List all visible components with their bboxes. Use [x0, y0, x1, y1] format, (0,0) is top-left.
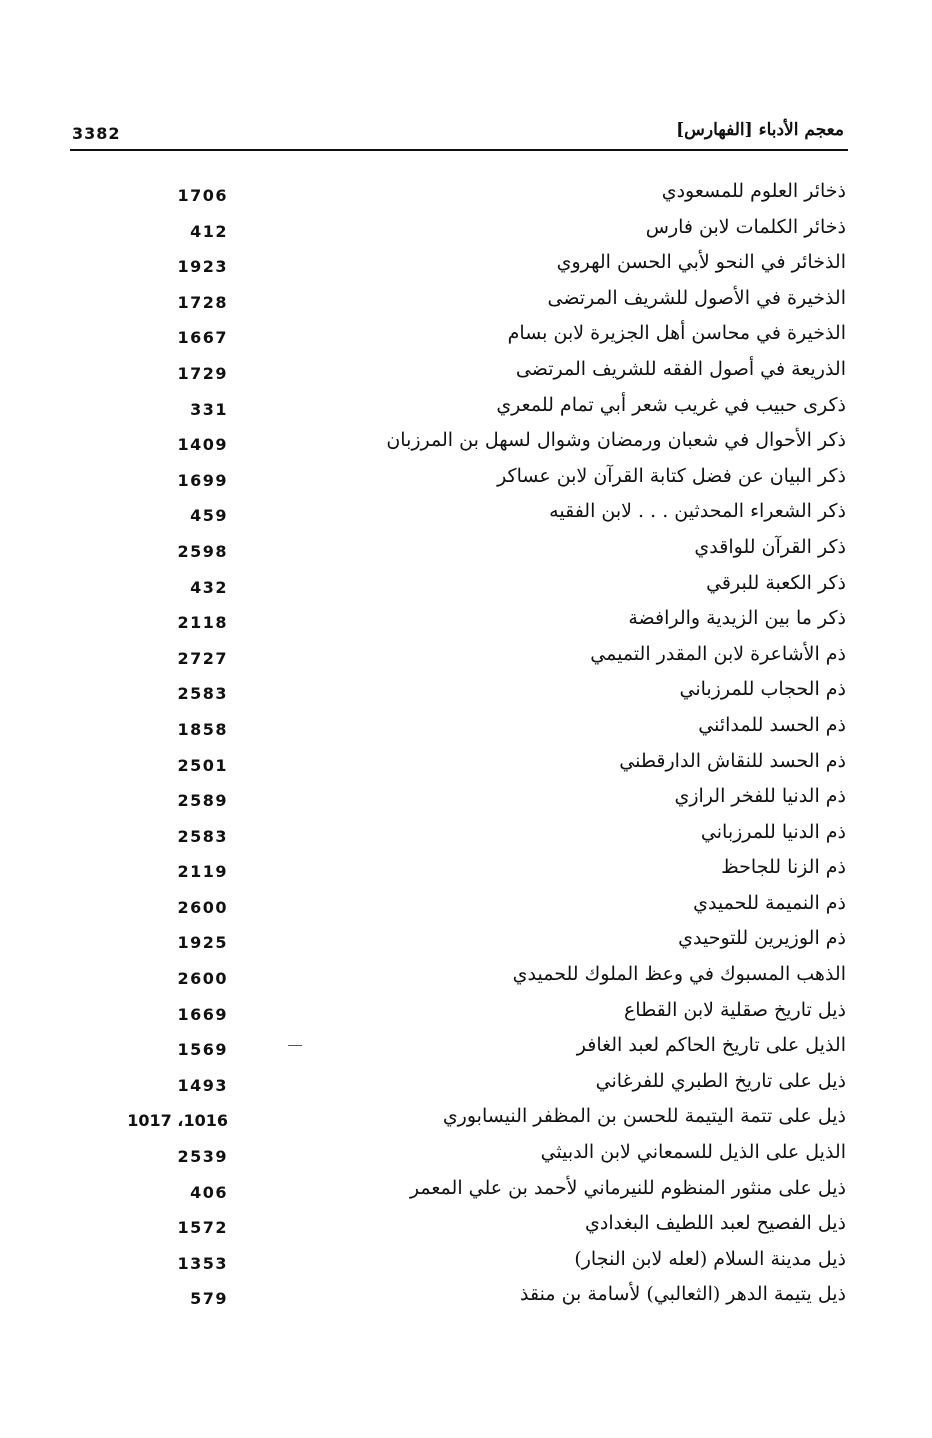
entry-title: ذم النميمة للحميدي — [693, 891, 846, 914]
index-entry — [0, 641, 932, 677]
entry-page-numbers: 1858 — [177, 719, 228, 739]
index-entry — [0, 1210, 932, 1246]
index-entry — [0, 854, 932, 890]
entry-title: ذكر ما بين الزيدية والرافضة — [628, 607, 846, 630]
entry-title: ذم الحسد للمدائني — [698, 713, 846, 736]
index-entry — [0, 178, 932, 214]
entry-page-numbers: 1669 — [177, 1004, 228, 1024]
entry-title: ذكر القرآن للواقدي — [694, 535, 846, 558]
entry-page-numbers: 1572 — [177, 1218, 228, 1238]
index-entry — [0, 392, 932, 428]
entry-page-numbers: 2727 — [177, 648, 228, 668]
entry-page-numbers: 2583 — [177, 826, 228, 846]
index-entry — [0, 570, 932, 606]
entry-title: ذكر الشعراء المحدثين . . . لابن الفقيه — [549, 500, 846, 523]
index-entry — [0, 534, 932, 570]
entry-page-numbers: 2539 — [177, 1147, 228, 1167]
index-entry — [0, 1175, 932, 1211]
entry-page-numbers: 459 — [190, 506, 228, 526]
entry-page-numbers: 1699 — [177, 470, 228, 490]
entry-title: الذريعة في أصول الفقه للشريف المرتضى — [515, 357, 846, 380]
index-entry — [0, 427, 932, 463]
index-entry — [0, 320, 932, 356]
entry-page-numbers: 432 — [190, 577, 228, 597]
entry-title: الذهب المسبوك في وعظ الملوك للحميدي — [512, 963, 846, 986]
entry-page-numbers: 2600 — [177, 969, 228, 989]
running-title: معجم الأدباء [الفهارس] — [676, 120, 844, 140]
index-entry — [0, 676, 932, 712]
index-entry — [0, 748, 932, 784]
entry-title: ذخائر الكلمات لابن فارس — [645, 215, 846, 238]
index-entry — [0, 285, 932, 321]
index-entry — [0, 1068, 932, 1104]
entry-page-numbers: 1016، 1017 — [127, 1111, 228, 1131]
entry-page-numbers: 412 — [190, 221, 228, 241]
index-entry — [0, 1281, 932, 1317]
entry-page-numbers: 1925 — [177, 933, 228, 953]
entry-page-numbers: 1409 — [177, 435, 228, 455]
entry-page-numbers: 1728 — [177, 292, 228, 312]
entry-title: ذم الحسد للنقاش الدارقطني — [619, 749, 846, 772]
entry-title: ذم الدنيا للفخر الرازي — [674, 785, 846, 808]
entry-page-numbers: 2583 — [177, 684, 228, 704]
index-entry — [0, 214, 932, 250]
entry-title: ذم الدنيا للمرزباني — [700, 820, 846, 843]
entry-title: ذكر الأحوال في شعبان ورمضان وشوال لسهل بن المرزبان — [386, 429, 846, 452]
entry-title: ذكر البيان عن فضل كتابة القرآن لابن عساكر — [497, 464, 846, 487]
entry-page-numbers: 406 — [190, 1182, 228, 1202]
entry-title: ذيل يتيمة الدهر (الثعالبي) لأسامة بن منقذ — [520, 1283, 846, 1306]
entry-page-numbers: 2598 — [177, 541, 228, 561]
entry-title: الذخيرة في الأصول للشريف المرتضى — [547, 286, 846, 309]
index-entry — [0, 605, 932, 641]
entry-title: ذيل على منثور المنظوم للنيرماني لأحمد بن علي المعمر — [409, 1176, 846, 1199]
entry-title: الذخيرة في محاسن أهل الجزيرة لابن بسام — [507, 322, 846, 345]
index-entry — [0, 712, 932, 748]
index-entry — [0, 961, 932, 997]
index-entry — [0, 1032, 932, 1068]
header-rule — [70, 149, 848, 151]
index-entry — [0, 997, 932, 1033]
index-entry — [0, 249, 932, 285]
index-entry — [0, 890, 932, 926]
entry-title: ذيل تاريخ صقلية لابن القطاع — [623, 998, 846, 1021]
index-entry — [0, 498, 932, 534]
entry-page-numbers: 1569 — [177, 1040, 228, 1060]
index-entry — [0, 783, 932, 819]
entry-page-numbers: 2501 — [177, 755, 228, 775]
entry-page-numbers: 331 — [190, 399, 228, 419]
index-entry — [0, 925, 932, 961]
entry-title: ذخائر العلوم للمسعودي — [661, 180, 846, 202]
entry-title: ذم الحجاب للمرزباني — [679, 678, 846, 701]
entry-title: ذكرى حبيب في غريب شعر أبي تمام للمعري — [496, 393, 846, 416]
entry-page-numbers: 579 — [190, 1289, 228, 1309]
entry-title: الذيل على الذيل للسمعاني لابن الدبيثي — [540, 1141, 846, 1164]
entry-title: ذيل الفصيح لعبد اللطيف البغدادي — [584, 1212, 846, 1235]
entry-title: ذكر الكعبة للبرقي — [706, 571, 846, 594]
entry-title: ذيل مدينة السلام (لعله لابن النجار) — [574, 1247, 846, 1270]
entry-title: ذيل على تاريخ الطبري للفرغاني — [595, 1069, 846, 1092]
index-entry — [0, 1103, 932, 1139]
entry-title: ذيل على تتمة اليتيمة للحسن بن المظفر النيسابوري — [442, 1105, 846, 1128]
entry-title: ذم الأشاعرة لابن المقدر التميمي — [590, 642, 846, 665]
index-entry — [0, 819, 932, 855]
page-number: 3382 — [72, 124, 121, 143]
stray-mark — [288, 1045, 302, 1046]
index-entry — [0, 463, 932, 499]
entry-page-numbers: 1353 — [177, 1253, 228, 1273]
entry-page-numbers: 2119 — [177, 862, 228, 882]
entry-title: ذم الزنا للجاحظ — [721, 856, 846, 879]
entry-title: الذيل على تاريخ الحاكم لعبد الغافر — [576, 1034, 846, 1057]
index-entry — [0, 1246, 932, 1282]
entry-page-numbers: 1667 — [177, 328, 228, 348]
index-entry — [0, 356, 932, 392]
entry-page-numbers: 1493 — [177, 1075, 228, 1095]
entry-title: ذم الوزيرين للتوحيدي — [678, 927, 846, 950]
index-entry — [0, 1139, 932, 1175]
entry-page-numbers: 2589 — [177, 791, 228, 811]
entry-page-numbers: 2118 — [177, 613, 228, 633]
entry-title: الذخائر في النحو لأبي الحسن الهروي — [556, 251, 846, 274]
entry-page-numbers: 1706 — [177, 186, 228, 205]
index-entries-list — [0, 178, 932, 1317]
entry-page-numbers: 1923 — [177, 257, 228, 277]
entry-page-numbers: 2600 — [177, 897, 228, 917]
entry-page-numbers: 1729 — [177, 363, 228, 383]
